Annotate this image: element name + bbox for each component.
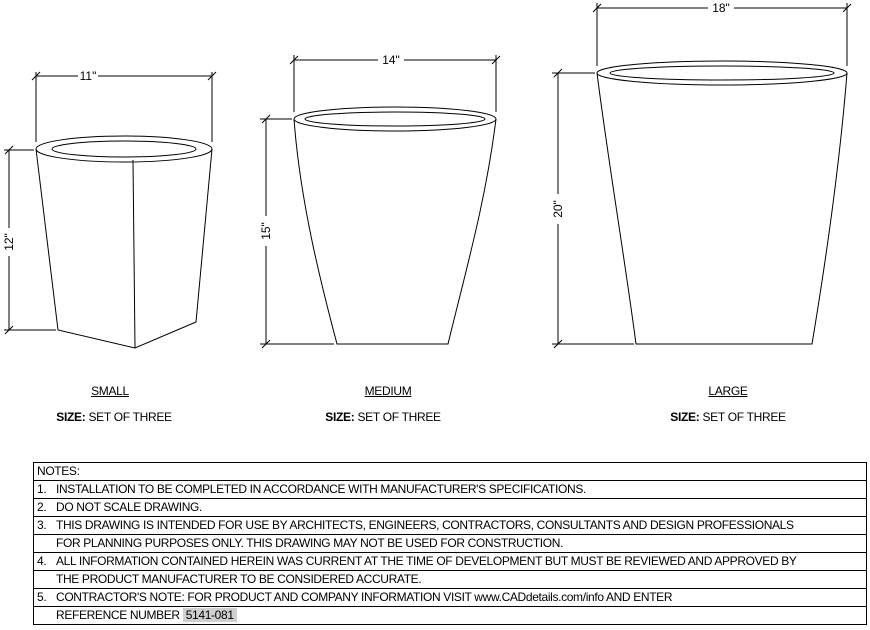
small-height-label: 12": [2, 233, 16, 251]
note-text: DO NOT SCALE DRAWING.: [56, 500, 203, 514]
small-width-label: 11": [79, 69, 97, 83]
small-size-label: SIZE:: [56, 410, 86, 424]
note-row: [34, 571, 866, 589]
note-row: [34, 553, 866, 571]
large-name: LARGE: [708, 384, 748, 398]
small-planter: [36, 136, 212, 348]
medium-name: MEDIUM: [364, 384, 412, 398]
note-number: 1.: [37, 482, 47, 496]
small-name: SMALL: [91, 384, 129, 398]
note-row: [34, 535, 866, 553]
note-text: ALL INFORMATION CONTAINED HEREIN WAS CURRENT AT THE TIME OF DEVELOPMENT BUT MUST BE REVIEWED AND APPROVED BY: [56, 554, 797, 568]
large-width-label: 18": [712, 1, 730, 15]
note-number: 5.: [37, 590, 47, 604]
note-text: INSTALLATION TO BE COMPLETED IN ACCORDANCE WITH MANUFACTURER'S SPECIFICATIONS.: [56, 482, 586, 496]
notes-header: NOTES:: [37, 464, 80, 478]
large-size-label: SIZE:: [670, 410, 700, 424]
small-width-dimension: [32, 72, 216, 142]
notes-header-row: [34, 463, 866, 481]
large-size-value: SET OF THREE: [699, 410, 786, 424]
note-number: 2.: [37, 500, 47, 514]
note-number: 3.: [37, 518, 47, 532]
reference-row: [34, 607, 866, 625]
note-row: [34, 499, 866, 517]
large-height-label: 20": [551, 200, 565, 218]
note-row: [34, 517, 866, 535]
note-text: THIS DRAWING IS INTENDED FOR USE BY ARCHITECTS, ENGINEERS, CONTRACTORS, CONSULTANTS AND DESIGN PROFESSIONALS: [56, 518, 794, 532]
note-text: THE PRODUCT MANUFACTURER TO BE CONSIDERED ACCURATE.: [56, 572, 422, 586]
small-size-value: SET OF THREE: [85, 410, 172, 424]
reference-prefix: REFERENCE NUMBER: [56, 608, 183, 622]
large-planter: [597, 61, 847, 344]
note-row: [34, 481, 866, 499]
small-size: [14, 410, 214, 424]
note-number: 4.: [37, 554, 47, 568]
note-text: CONTRACTOR'S NOTE: FOR PRODUCT AND COMPANY INFORMATION VISIT www.CADdetails.com/info AND ENTER: [56, 590, 673, 604]
large-size: [628, 410, 828, 424]
note-text: FOR PLANNING PURPOSES ONLY. THIS DRAWING MAY NOT BE USED FOR CONSTRUCTION.: [56, 536, 564, 550]
medium-width-label: 14": [382, 53, 400, 67]
medium-size: [283, 410, 483, 424]
medium-planter: [294, 107, 496, 344]
medium-size-label: SIZE:: [325, 410, 355, 424]
note-row: [34, 589, 866, 607]
notes-table: [33, 462, 867, 625]
medium-size-value: SET OF THREE: [354, 410, 441, 424]
reference-text: [56, 607, 237, 624]
medium-height-label: 15": [259, 222, 273, 240]
reference-number: 5141-081: [183, 608, 237, 622]
